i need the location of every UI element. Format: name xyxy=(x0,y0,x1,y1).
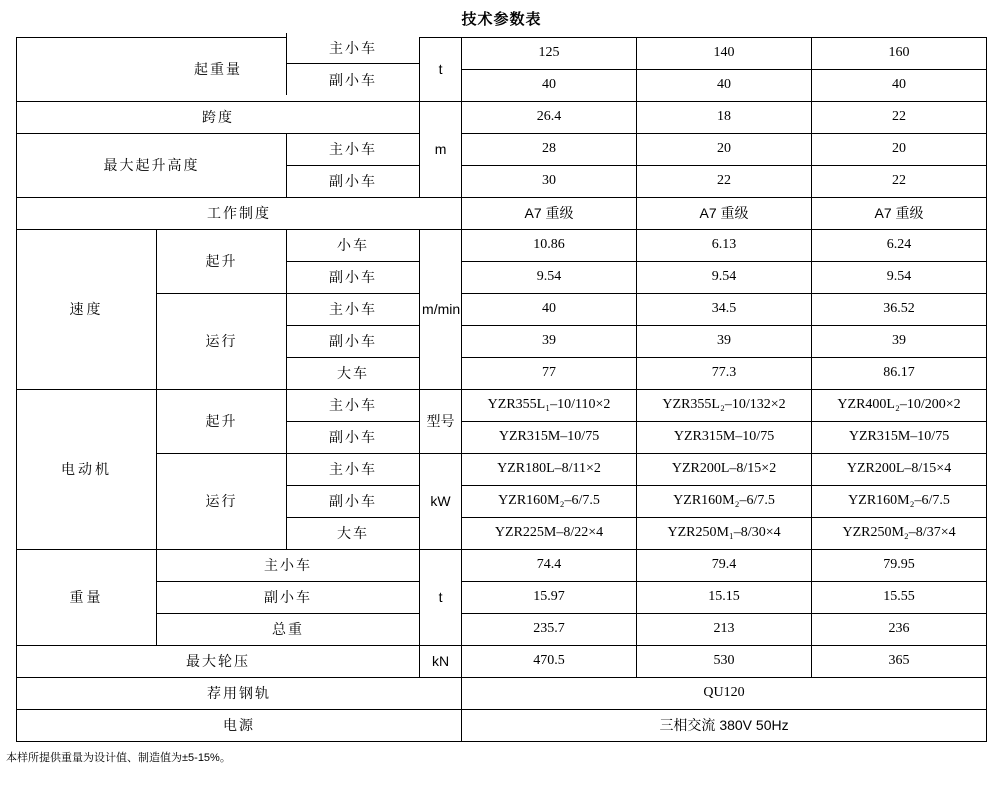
cell-value: YZR250M₂–8/37×4 xyxy=(812,518,987,550)
cell-value: 40 xyxy=(462,294,637,326)
cell-value: 28 xyxy=(462,134,637,166)
footnote: 本样所提供重量为设计值、制造值为±5-15%。 xyxy=(6,752,231,764)
table-row xyxy=(17,390,987,422)
row-label-speed: 速度 xyxy=(17,230,157,390)
sub-label-bridge: 大车 xyxy=(287,358,420,390)
cell-value: 30 xyxy=(462,166,637,198)
cell-value: 三相交流 380V 50Hz xyxy=(462,710,987,742)
row-label-power-supply: 电源 xyxy=(17,710,462,742)
group-label-hoisting-motor: 起升 xyxy=(157,390,287,454)
cell-value: 18 xyxy=(637,102,812,134)
cell-value: 365 xyxy=(812,646,987,678)
table-row xyxy=(17,550,987,582)
row-label-rail: 荐用钢轨 xyxy=(17,678,462,710)
cell-value: 39 xyxy=(462,326,637,358)
sub-label-aux-trolley: 副小车 xyxy=(287,326,420,358)
sub-label-trolley: 小车 xyxy=(287,230,420,262)
table-row xyxy=(17,230,987,262)
cell-value: 36.52 xyxy=(812,294,987,326)
sub-label-main-trolley: 主小车 xyxy=(286,33,419,64)
row-label-max-wheel-load: 最大轮压 xyxy=(17,646,420,678)
unit-span-height: m xyxy=(420,102,462,198)
unit-motor-power: kW xyxy=(420,454,462,550)
cell-value: 9.54 xyxy=(637,262,812,294)
sub-label-main-trolley: 主小车 xyxy=(287,134,420,166)
table-row xyxy=(17,582,987,614)
unit-lift-capacity: t xyxy=(420,38,462,102)
cell-value: 26.4 xyxy=(462,102,637,134)
table-row xyxy=(17,134,987,166)
sub-label-aux-trolley: 副小车 xyxy=(287,422,420,454)
cell-value: YZR355L₁–10/110×2 xyxy=(462,390,637,422)
sub-label-aux-trolley: 副小车 xyxy=(286,64,419,95)
sub-label-main-trolley: 主小车 xyxy=(287,454,420,486)
sub-label-aux-trolley: 副小车 xyxy=(157,582,420,614)
cell-value: 22 xyxy=(637,166,812,198)
cell-value: 10.86 xyxy=(462,230,637,262)
row-label-motor: 电动机 xyxy=(17,390,157,550)
spec-table xyxy=(16,37,987,742)
sub-label-main-trolley: 主小车 xyxy=(287,294,420,326)
table-row xyxy=(17,710,987,742)
cell-value: YZR180L–8/11×2 xyxy=(462,454,637,486)
cell-value: 79.4 xyxy=(637,550,812,582)
sub-label-main-trolley: 主小车 xyxy=(287,390,420,422)
sub-label-total-weight: 总重 xyxy=(157,614,420,646)
cell-value: 22 xyxy=(812,166,987,198)
unit-max-wheel-load: kN xyxy=(420,646,462,678)
table-row xyxy=(17,102,987,134)
group-label-hoisting-speed: 起升 xyxy=(157,230,287,294)
cell-value: 34.5 xyxy=(637,294,812,326)
cell-value: 20 xyxy=(812,134,987,166)
table-row xyxy=(17,198,987,230)
cell-value: A7 重级 xyxy=(637,198,812,230)
cell-value: 213 xyxy=(637,614,812,646)
cell-value: YZR315M–10/75 xyxy=(812,422,987,454)
cell-value: 22 xyxy=(812,102,987,134)
cell-value: 470.5 xyxy=(462,646,637,678)
cell-value: 77 xyxy=(462,358,637,390)
cell-value: YZR315M–10/75 xyxy=(462,422,637,454)
cell-value: YZR160M₂–6/7.5 xyxy=(462,486,637,518)
row-label-span: 跨度 xyxy=(17,102,420,134)
row-label-weight: 重量 xyxy=(17,550,157,646)
unit-speed: m/min xyxy=(420,230,462,390)
sub-label-aux-trolley: 副小车 xyxy=(287,486,420,518)
cell-value: A7 重级 xyxy=(812,198,987,230)
table-row xyxy=(17,678,987,710)
cell-value: 140 xyxy=(637,38,812,70)
cell-value: YZR160M₂–6/7.5 xyxy=(637,486,812,518)
row-label-lift-capacity: 起重量 xyxy=(17,38,420,102)
cell-value: A7 重级 xyxy=(462,198,637,230)
row-label-max-lift-height: 最大起升高度 xyxy=(17,134,287,198)
table-row xyxy=(17,38,987,70)
cell-value: 9.54 xyxy=(812,262,987,294)
group-label-travelling-speed: 运行 xyxy=(157,294,287,390)
cell-value: YZR315M–10/75 xyxy=(637,422,812,454)
cell-value: 6.13 xyxy=(637,230,812,262)
cell-value: 40 xyxy=(812,70,987,102)
cell-value: 160 xyxy=(812,38,987,70)
cell-value: YZR250M₁–8/30×4 xyxy=(637,518,812,550)
cell-value: YZR200L–8/15×4 xyxy=(812,454,987,486)
cell-value: 74.4 xyxy=(462,550,637,582)
row-label-work-duty: 工作制度 xyxy=(17,198,462,230)
cell-value: 15.15 xyxy=(637,582,812,614)
cell-value: YZR200L–8/15×2 xyxy=(637,454,812,486)
cell-value: 77.3 xyxy=(637,358,812,390)
cell-value: YZR355L₂–10/132×2 xyxy=(637,390,812,422)
table-row xyxy=(17,294,987,326)
sub-label-main-trolley: 主小车 xyxy=(157,550,420,582)
sub-label-aux-trolley: 副小车 xyxy=(287,166,420,198)
table-row xyxy=(17,646,987,678)
unit-motor-model: 型号 xyxy=(420,390,462,454)
cell-value: YZR160M₂–6/7.5 xyxy=(812,486,987,518)
cell-value: 6.24 xyxy=(812,230,987,262)
unit-weight: t xyxy=(420,550,462,646)
cell-value: 79.95 xyxy=(812,550,987,582)
cell-value: 15.55 xyxy=(812,582,987,614)
page-title: 技术参数表 xyxy=(461,11,542,28)
cell-value: 125 xyxy=(462,38,637,70)
cell-value: 9.54 xyxy=(462,262,637,294)
cell-value: 40 xyxy=(462,70,637,102)
cell-value: 40 xyxy=(637,70,812,102)
table-row xyxy=(17,454,987,486)
cell-value: 236 xyxy=(812,614,987,646)
cell-value: YZR225M–8/22×4 xyxy=(462,518,637,550)
cell-value: 86.17 xyxy=(812,358,987,390)
cell-value: 235.7 xyxy=(462,614,637,646)
cell-value: 530 xyxy=(637,646,812,678)
cell-value: 39 xyxy=(812,326,987,358)
table-row xyxy=(17,614,987,646)
cell-value: QU120 xyxy=(462,678,987,710)
sub-label-bridge: 大车 xyxy=(287,518,420,550)
cell-value: 39 xyxy=(637,326,812,358)
group-label-travelling-motor: 运行 xyxy=(157,454,287,550)
cell-value: YZR400L₂–10/200×2 xyxy=(812,390,987,422)
cell-value: 20 xyxy=(637,134,812,166)
sub-label-aux-trolley: 副小车 xyxy=(287,262,420,294)
cell-value: 15.97 xyxy=(462,582,637,614)
